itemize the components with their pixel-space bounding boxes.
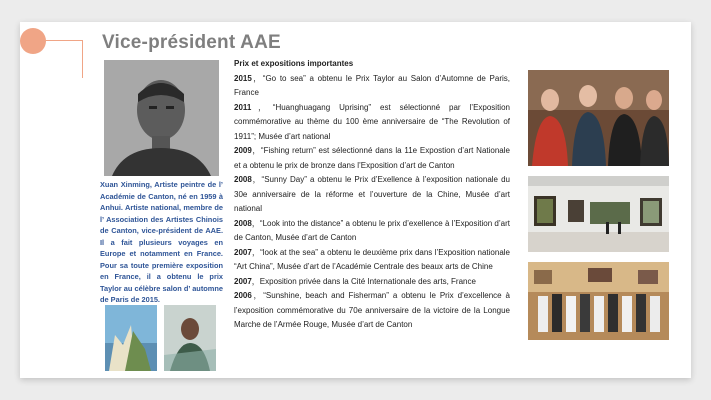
prize-entry bbox=[234, 275, 510, 290]
event-photo bbox=[528, 262, 669, 340]
prize-year: 2011 bbox=[234, 102, 252, 112]
prize-text: ，“Sunny Day” a obtenu le Prix d’Exellence à l’exposition nationale du 30e anniversaire de la réforme et l’ouverture de la Chine, Musée d’art national bbox=[234, 175, 510, 213]
prize-text: ，“Fishing return” est sélectionné dans la 11e Expostion d’art Nationale et a obtenu le prix de bronze dans l’Exposition d’art de Canton bbox=[234, 146, 510, 170]
decorative-line bbox=[44, 40, 82, 41]
painting-thumbnail bbox=[164, 305, 216, 371]
prize-entry bbox=[234, 101, 510, 145]
decorative-circle bbox=[20, 28, 46, 54]
prize-year: 2009 bbox=[234, 146, 252, 155]
prizes-section bbox=[234, 57, 510, 333]
prize-text: ，“Look into the distance” a obtenu le prix d’exellence à l’Exposition d’art de Canton, Musée d’art de Canton bbox=[234, 218, 510, 242]
prize-entry bbox=[234, 144, 510, 173]
prize-entry bbox=[234, 217, 510, 246]
prize-year: 2007 bbox=[234, 276, 252, 286]
prize-text: ，“Sunshine, beach and Fisherman” a obtenu le Prix d’excellence à l’exposition commémorative du 70e anniversaire de la victoire de la Longue Marche de l’Armée Rouge, Musée d’art de Canton bbox=[234, 291, 510, 329]
prize-text: ，“Huanghuagang Uprising” est sélectionné par l’Exposition commémorative au thème du 100 ème anniversaire de “The Revolution of 1911”; Musée d’art national bbox=[234, 102, 510, 141]
painting-thumbnail bbox=[105, 305, 157, 371]
prize-entry bbox=[234, 289, 510, 333]
prize-text: ，“look at the sea” a obtenu le deuxième prix dans l’Exposition nationale “Art China”, Musée d’art de l’Académie Centrale des beaux arts de Chine bbox=[234, 247, 510, 271]
artist-bio: Xuan Xinming, Artiste peintre de l’ Académie de Canton, né en 1959 à Anhui. Artiste national, membre de l’ Association des Artistes Chinois de Canton, vice-président de AAE. Il a fait plusieurs voyages en Europe et notamment en France. Pour sa toute première exposition en France, il a obtenu le prix Taylor au célèbre salon d’ automne de Paris de 2015. bbox=[100, 180, 223, 304]
prize-year: 2008 bbox=[234, 218, 252, 228]
event-photo bbox=[528, 70, 669, 166]
prize-text: ，Exposition privée dans la Cité Internationale des arts, France bbox=[251, 276, 476, 286]
prize-entry bbox=[234, 173, 510, 217]
prize-year: 2008 bbox=[234, 175, 252, 184]
portrait-photo bbox=[104, 60, 219, 176]
section-heading: Prix et expositions importantes bbox=[234, 59, 354, 68]
prize-year: 2007 bbox=[234, 247, 252, 257]
event-photo bbox=[528, 176, 669, 252]
prize-entry bbox=[234, 246, 510, 275]
page-title: Vice-président AAE bbox=[102, 32, 281, 53]
decorative-line bbox=[82, 40, 83, 78]
prize-year: 2006 bbox=[234, 291, 252, 300]
prize-entry bbox=[234, 72, 510, 101]
prize-text: ，“Go to sea” a obtenu le Prix Taylor au Salon d’Automne de Paris, France bbox=[234, 73, 510, 97]
prize-year: 2015 bbox=[234, 73, 252, 83]
